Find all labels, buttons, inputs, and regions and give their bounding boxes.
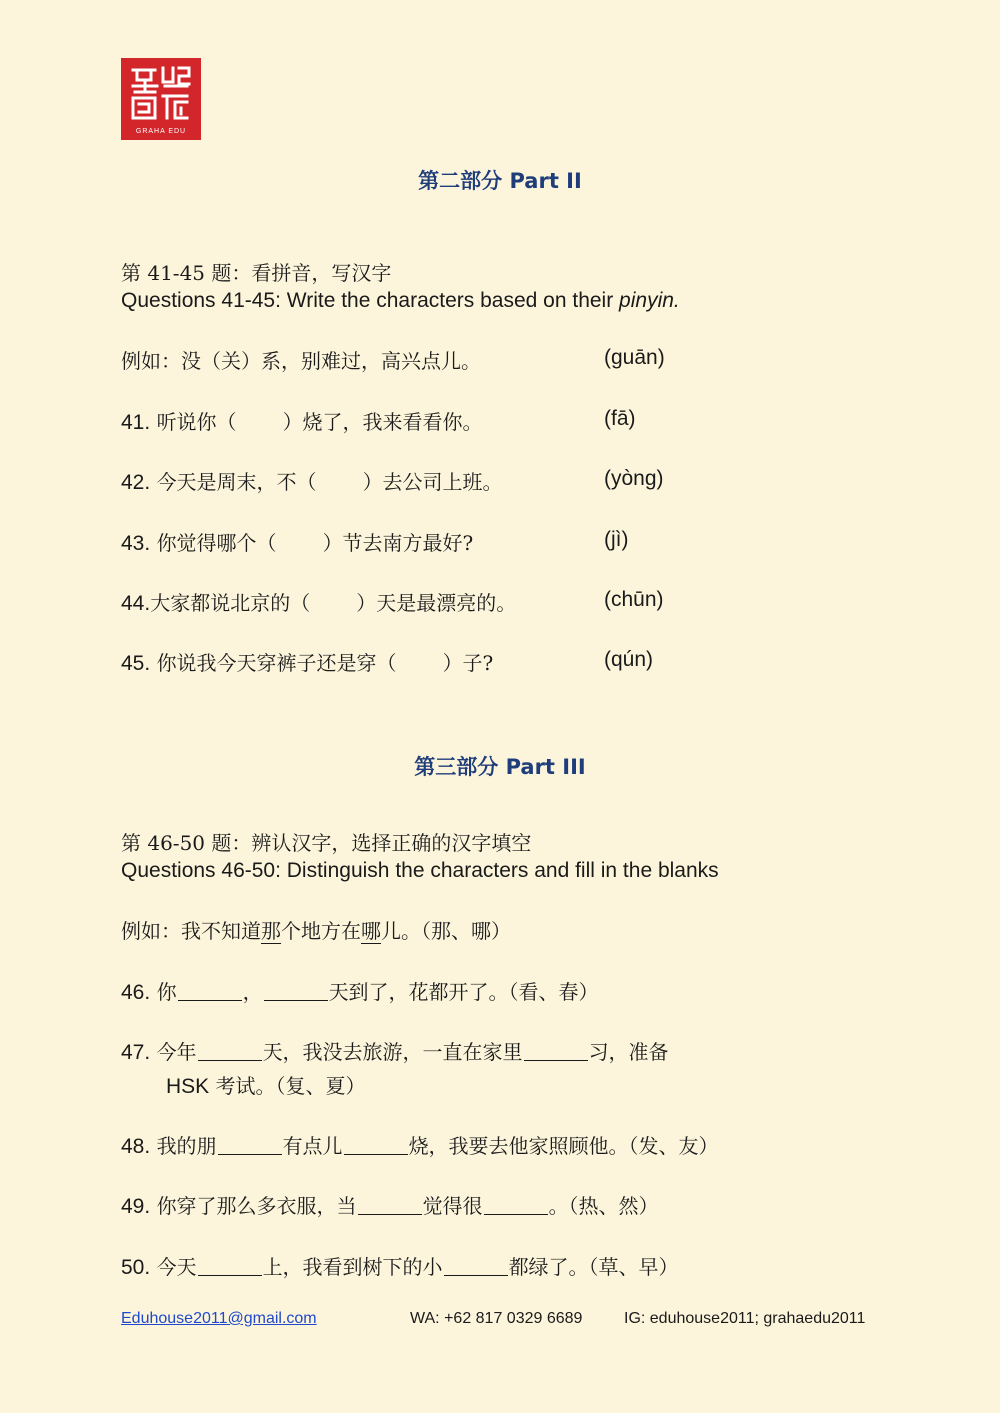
- answer-blank[interactable]: [198, 1042, 262, 1061]
- part-3-instruction-en: Questions 46-50: Distinguish the characters and fill in the blanks: [121, 859, 719, 882]
- footer-email-link[interactable]: Eduhouse2011@gmail.com: [121, 1310, 317, 1327]
- question-45-pinyin: (qún): [604, 648, 654, 671]
- question-42-pinyin: (yòng): [604, 467, 664, 490]
- graha-edu-logo: [121, 58, 201, 140]
- footer-instagram: IG: eduhouse2011; grahaedu2011: [624, 1310, 866, 1327]
- question-44: 44.大家都说北京的（ ）天是最漂亮的。: [121, 591, 517, 615]
- footer-whatsapp: WA: +62 817 0329 6689: [410, 1310, 583, 1327]
- part-2-title: 第二部分 Part II: [418, 169, 582, 193]
- answer-blank[interactable]: [218, 1136, 282, 1155]
- question-48: 48. 我的朋 有点儿 烧，我要去他家照顾他。（发、友）: [121, 1134, 719, 1158]
- part-3-title: 第三部分 Part III: [414, 755, 586, 779]
- question-44-pinyin: (chūn): [604, 588, 664, 611]
- question-47-continued: HSK 考试。（复、夏）: [166, 1074, 366, 1098]
- answer-blank[interactable]: [358, 1196, 422, 1215]
- part-2-instruction-en: Questions 41-45: Write the characters based on their pinyin.: [121, 289, 680, 312]
- question-46: 46. 你 ， 天到了，花都开了。（看、春）: [121, 980, 599, 1004]
- part-3-instruction-cn: 第 46-50 题：辨认汉字，选择正确的汉字填空: [121, 831, 532, 855]
- answer-blank[interactable]: [264, 982, 328, 1001]
- answer-blank[interactable]: [524, 1042, 588, 1061]
- part-2-example: 例如：没（关）系，别难过，高兴点儿。: [121, 349, 481, 373]
- question-49: 49. 你穿了那么多衣服，当 觉得很 。（热、然）: [121, 1194, 659, 1218]
- question-50: 50. 今天 上，我看到树下的小 都绿了。（草、早）: [121, 1255, 679, 1279]
- question-41-pinyin: (fā): [604, 407, 636, 430]
- question-43-pinyin: (jì): [604, 528, 629, 551]
- logo-seal-icon: [129, 64, 193, 122]
- answer-blank[interactable]: [444, 1257, 508, 1276]
- question-45: 45. 你说我今天穿裤子还是穿（ ）子?: [121, 651, 494, 675]
- part-3-example: 例如：我不知道那个地方在哪儿。（那、哪）: [121, 919, 511, 943]
- part-2-instruction-cn: 第 41-45 题：看拼音，写汉字: [121, 261, 392, 285]
- answer-blank[interactable]: [484, 1196, 548, 1215]
- logo-caption: GRAHA EDU: [135, 128, 187, 135]
- question-41: 41. 听说你（ ）烧了，我来看看你。: [121, 410, 483, 434]
- answer-blank[interactable]: [178, 982, 242, 1001]
- question-42: 42. 今天是周末，不（ ）去公司上班。: [121, 470, 503, 494]
- answer-blank[interactable]: [344, 1136, 408, 1155]
- question-43: 43. 你觉得哪个（ ）节去南方最好?: [121, 531, 474, 555]
- question-47: 47. 今年 天，我没去旅游，一直在家里 习，准备: [121, 1040, 669, 1064]
- example-pinyin: (guān): [604, 346, 665, 369]
- answer-blank[interactable]: [198, 1257, 262, 1276]
